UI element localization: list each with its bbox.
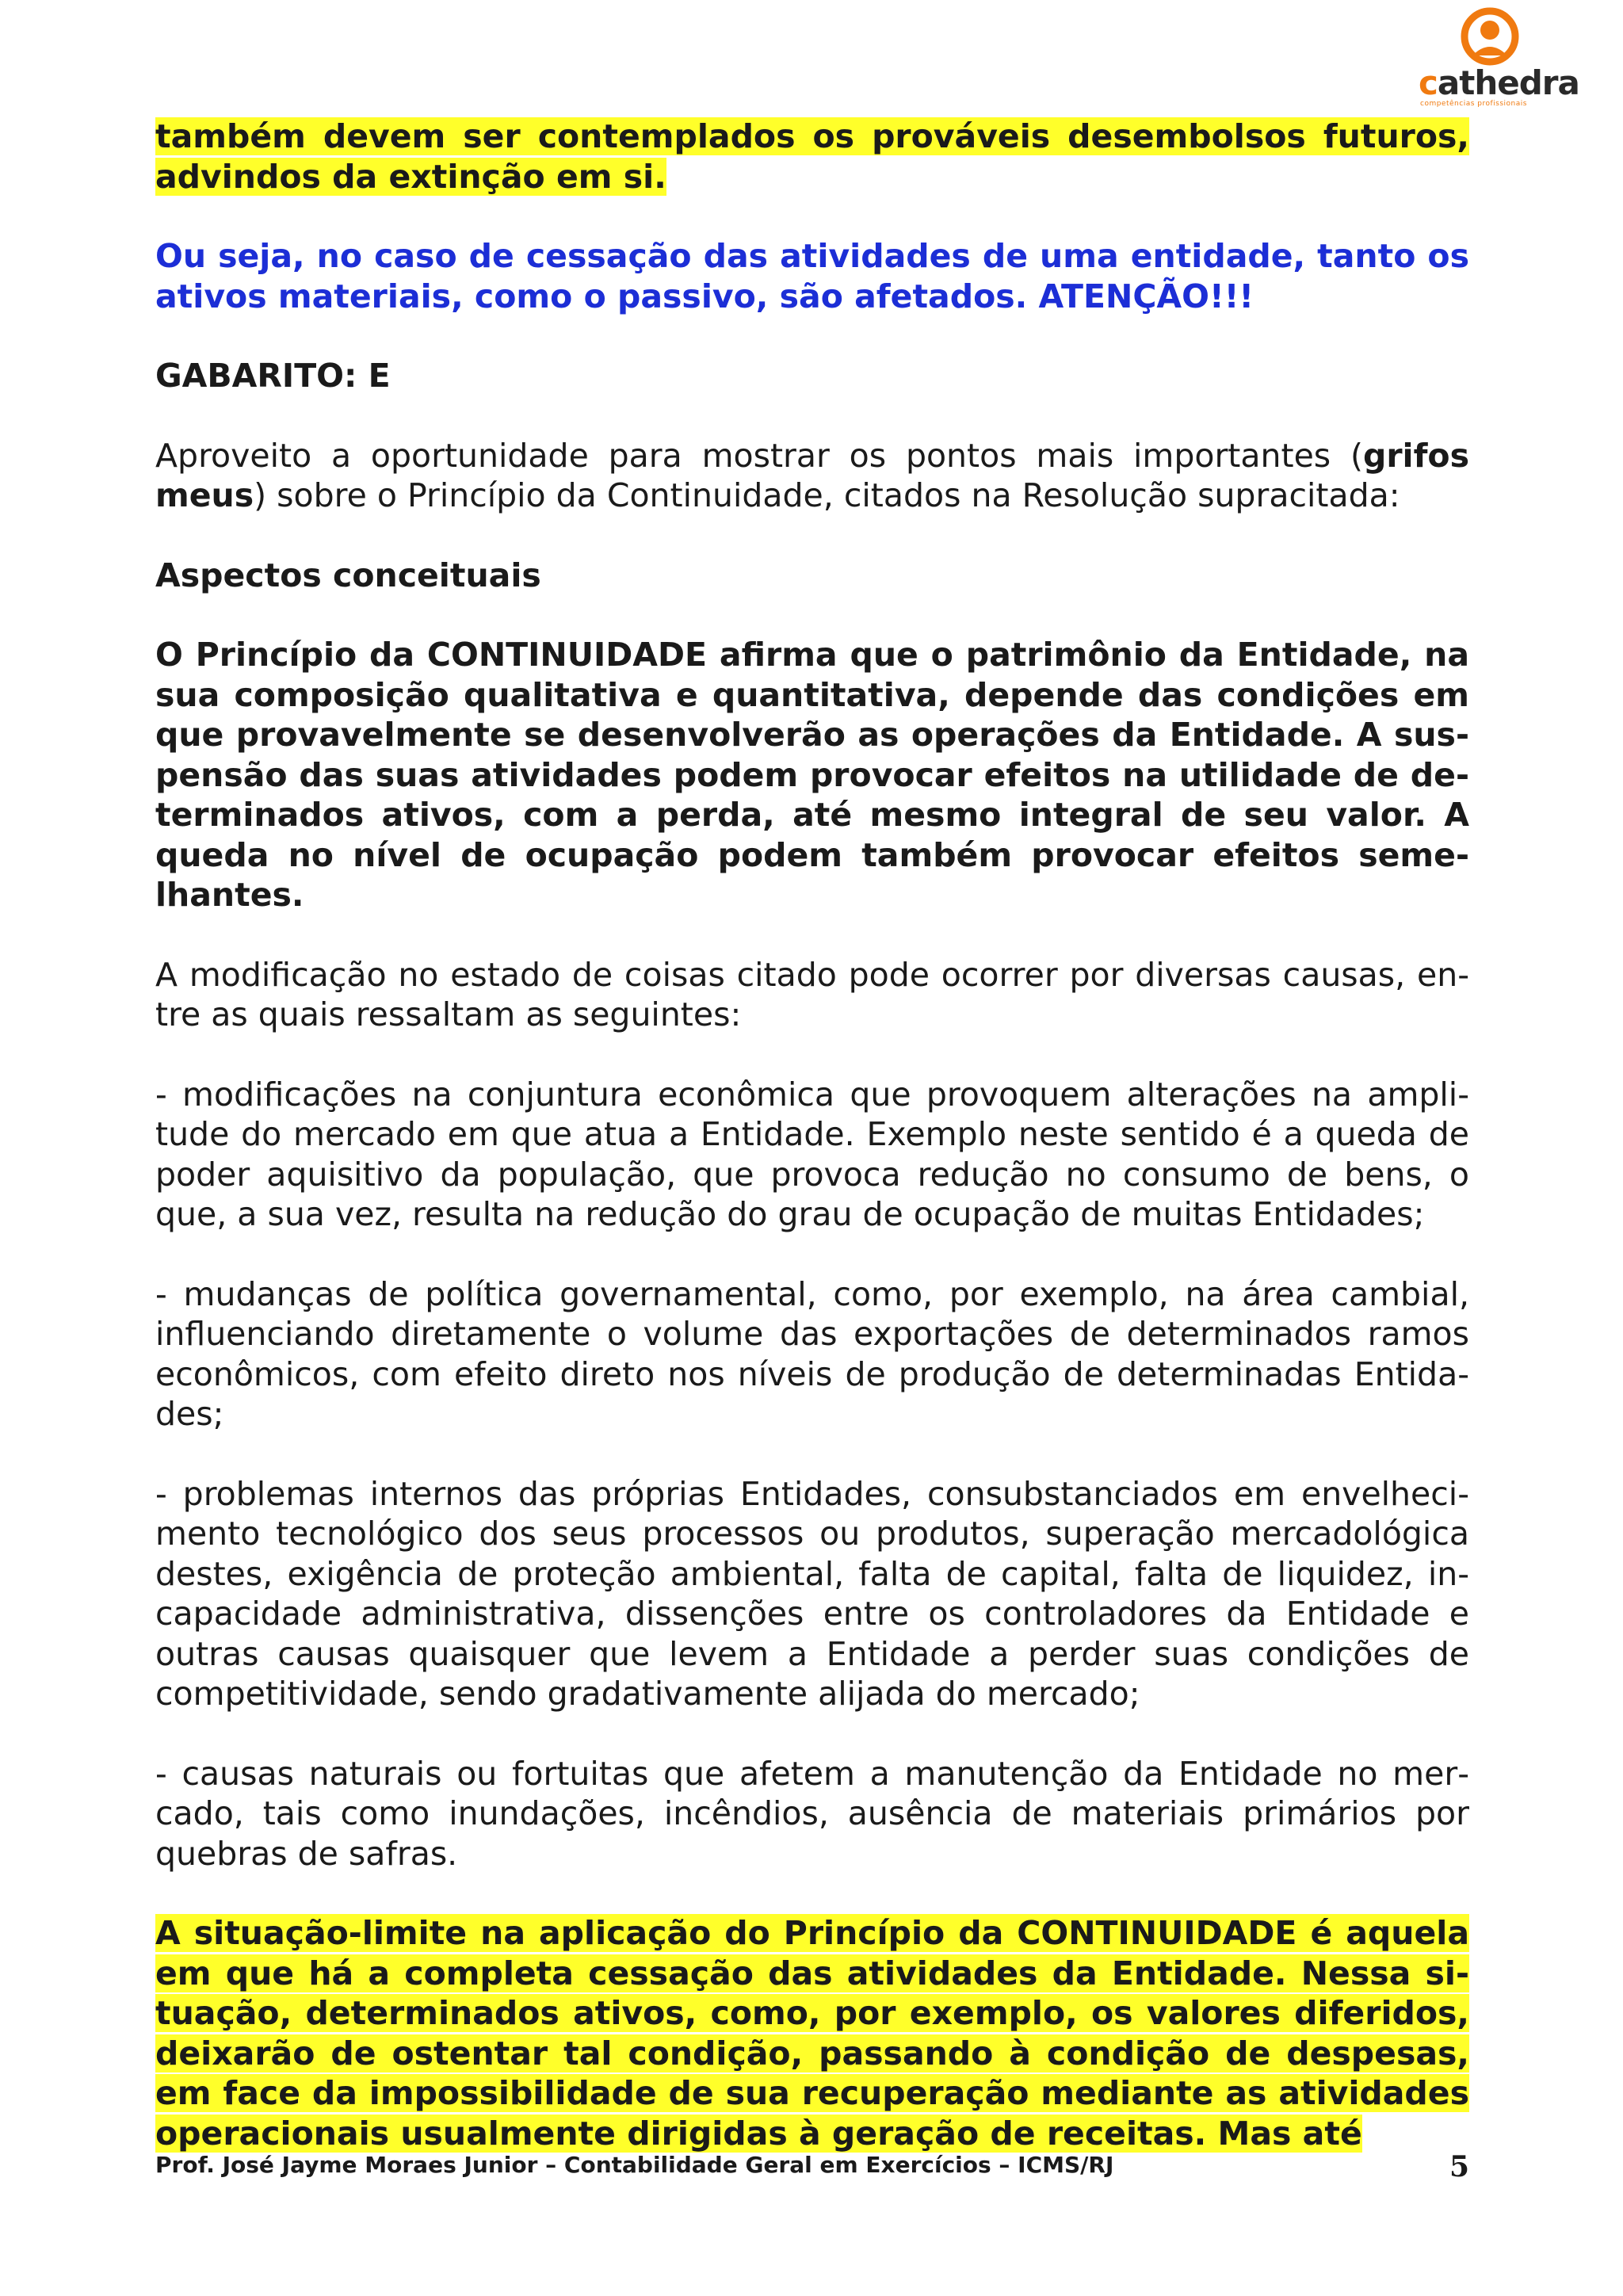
list-item-problemas: - problemas internos das próprias Entidades, consubstanciados em envelhecimento tecnológico dos seus processos ou produtos, superação mercadológica destes, exigência de proteção ambiental, falta de capital, falta de liquidez, incapacidade administrativa, dissenções entre os controladores da Entidade e outras causas quaisquer que levem a Entidade a perder suas condições de competitividade, sendo gradativamente alijada do mercado; [155,1474,1469,1713]
page-content [155,117,1469,2193]
page-footer [155,2152,1469,2187]
footer-author-line: Prof. José Jayme Moraes Junior – Contabilidade Geral em Exercícios – ICMS/RJ [155,2152,1114,2178]
logo-wordmark: cathedra [1419,63,1579,102]
paragraph-aproveito: Aproveito a oportunidade para mostrar os pontos mais importantes (grifos meus) sobre o Princípio da Continuidade, citados na Resolução supracitada: [155,436,1469,514]
section-heading-aspectos: Aspectos conceituais [155,556,541,594]
paragraph-modificacao: A modificação no estado de coisas citado pode ocorrer por diversas causas, entre as quais ressaltam as seguintes: [155,955,1469,1033]
list-item-politica: - mudanças de política governamental, como, por exemplo, na área cambial, influenciando diretamente o volume das exportações de determinados ramos econômicos, com efeito direto nos níveis de produção de determinadas Entidades; [155,1274,1469,1433]
list-item-causas-naturais: - causas naturais ou fortuitas que afetem a manutenção da Entidade no mercado, tais como inundações, incêndios, ausência de materiais primários por quebras de safras. [155,1754,1469,1873]
paragraph-principio: O Princípio da CONTINUIDADE afirma que o patrimônio da Entidade, na sua composição qualitativa e quantitativa, depende das condições em que provavelmente se desenvolverão as operações da Entidade. A suspensão das suas atividades podem provocar efeitos na utilidade de determinados ativos, com a perda, até mesmo integral de seu valor. A queda no nível de ocupação podem também provocar efeitos semelhantes. [155,636,1469,914]
gabarito: GABARITO: E [155,357,391,395]
cathedra-logo [1411,6,1579,109]
paragraph-extincao: também devem ser contemplados os prováveis desembolsos futuros, advindos da extinção em si. [155,117,1469,196]
person-icon [1411,6,1569,70]
paragraph-ou-seja: Ou seja, no caso de cessação das atividades de uma entidade, tanto os ativos materiais, como o passivo, são afetados. ATENÇÃO!!! [155,237,1469,315]
list-item-conjuntura: - modificações na conjuntura econômica que provoquem alterações na amplitude do mercado em que atua a Entidade. Exemplo neste sentido é a queda de poder aquisitivo da população, que provoca redução no consumo de bens, o que, a sua vez, resulta na redução do grau de ocupação de muitas Entidades; [155,1075,1469,1233]
logo-tagline: competências profissionais [1420,100,1527,108]
paragraph-situacao-limite: A situação-limite na aplicação do Princípio da CONTINUIDADE é aquela em que há a completa cessação das atividades da Entidade. Nessa situação, determinados ativos, como, por exemplo, os valores diferidos, deixarão de ostentar tal condição, passando à condição de despesas, em face da impossibilidade de sua recuperação mediante as atividades operacionais usualmente dirigidas à geração de receitas. Mas até [155,1914,1469,2153]
page-number: 5 [1449,2150,1469,2183]
